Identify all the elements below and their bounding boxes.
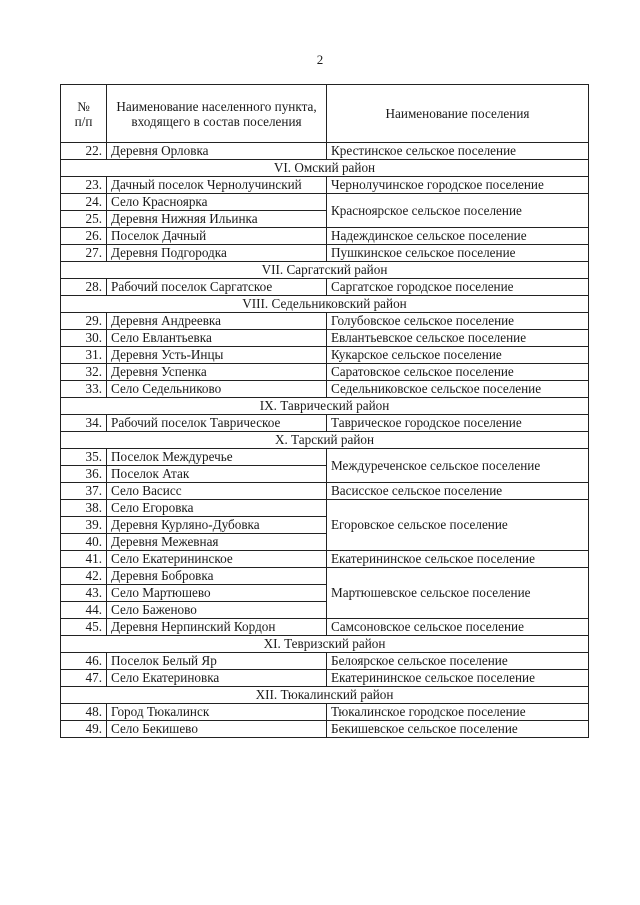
settlements-table [60, 84, 589, 738]
table-row [61, 245, 589, 262]
settlement-name: Чернолучинское городское поселение [327, 177, 589, 194]
table-row [61, 279, 589, 296]
district-label: X. Тарский район [61, 432, 589, 449]
row-number: 45. [61, 619, 107, 636]
locality-name: Поселок Междуречье [107, 449, 327, 466]
row-number: 35. [61, 449, 107, 466]
table-row [61, 500, 589, 517]
locality-name: Поселок Атак [107, 466, 327, 483]
table-row [61, 194, 589, 211]
table-row [61, 143, 589, 160]
settlement-name: Саргатское городское поселение [327, 279, 589, 296]
locality-name: Село Бекишево [107, 721, 327, 738]
table-row [61, 228, 589, 245]
settlement-name: Красноярское сельское поселение [327, 194, 589, 228]
table-row [61, 721, 589, 738]
row-number: 38. [61, 500, 107, 517]
locality-name: Деревня Межевная [107, 534, 327, 551]
row-number: 48. [61, 704, 107, 721]
header-settlement: Наименование поселения [327, 85, 589, 143]
locality-name: Дачный поселок Чернолучинский [107, 177, 327, 194]
district-label: VII. Саргатский район [61, 262, 589, 279]
locality-name: Деревня Подгородка [107, 245, 327, 262]
header-locality: Наименование населенного пункта, входящего в состав поселения [107, 85, 327, 143]
locality-name: Деревня Бобровка [107, 568, 327, 585]
table-row [61, 364, 589, 381]
locality-name: Рабочий поселок Таврическое [107, 415, 327, 432]
row-number: 40. [61, 534, 107, 551]
locality-name: Поселок Белый Яр [107, 653, 327, 670]
row-number: 39. [61, 517, 107, 534]
table-row [61, 381, 589, 398]
row-number: 25. [61, 211, 107, 228]
row-number: 32. [61, 364, 107, 381]
district-label: VIII. Седельниковский район [61, 296, 589, 313]
row-number: 23. [61, 177, 107, 194]
row-number: 29. [61, 313, 107, 330]
district-row [61, 262, 589, 279]
locality-name: Деревня Успенка [107, 364, 327, 381]
settlement-name: Надеждинское сельское поселение [327, 228, 589, 245]
row-number: 36. [61, 466, 107, 483]
settlement-name: Евлантьевское сельское поселение [327, 330, 589, 347]
locality-name: Деревня Нерпинский Кордон [107, 619, 327, 636]
row-number: 44. [61, 602, 107, 619]
table-row [61, 551, 589, 568]
table-row [61, 347, 589, 364]
header-num: № п/п [61, 85, 107, 143]
locality-name: Село Егоровка [107, 500, 327, 517]
row-number: 47. [61, 670, 107, 687]
row-number: 27. [61, 245, 107, 262]
table-row [61, 670, 589, 687]
district-row [61, 687, 589, 704]
settlement-name: Васисское сельское поселение [327, 483, 589, 500]
locality-name: Село Красноярка [107, 194, 327, 211]
table-row [61, 653, 589, 670]
district-row [61, 636, 589, 653]
locality-name: Деревня Нижняя Ильинка [107, 211, 327, 228]
row-number: 22. [61, 143, 107, 160]
settlement-name: Тюкалинское городское поселение [327, 704, 589, 721]
settlement-name: Кукарское сельское поселение [327, 347, 589, 364]
locality-name: Поселок Дачный [107, 228, 327, 245]
district-row [61, 398, 589, 415]
district-label: XII. Тюкалинский район [61, 687, 589, 704]
row-number: 31. [61, 347, 107, 364]
district-label: IX. Таврический район [61, 398, 589, 415]
locality-name: Село Мартюшево [107, 585, 327, 602]
settlement-name: Таврическое городское поселение [327, 415, 589, 432]
row-number: 24. [61, 194, 107, 211]
locality-name: Рабочий поселок Саргатское [107, 279, 327, 296]
locality-name: Село Васисс [107, 483, 327, 500]
row-number: 28. [61, 279, 107, 296]
row-number: 41. [61, 551, 107, 568]
district-label: VI. Омский район [61, 160, 589, 177]
locality-name: Село Екатерининское [107, 551, 327, 568]
locality-name: Село Седельниково [107, 381, 327, 398]
settlement-name: Пушкинское сельское поселение [327, 245, 589, 262]
table-row [61, 568, 589, 585]
table-row [61, 330, 589, 347]
table-row [61, 313, 589, 330]
district-row [61, 160, 589, 177]
locality-name: Город Тюкалинск [107, 704, 327, 721]
settlement-name: Междуреченское сельское поселение [327, 449, 589, 483]
locality-name: Деревня Орловка [107, 143, 327, 160]
settlement-name: Голубовское сельское поселение [327, 313, 589, 330]
settlement-name: Саратовское сельское поселение [327, 364, 589, 381]
table-row [61, 704, 589, 721]
locality-name: Деревня Андреевка [107, 313, 327, 330]
locality-name: Деревня Курляно-Дубовка [107, 517, 327, 534]
district-row [61, 432, 589, 449]
row-number: 34. [61, 415, 107, 432]
locality-name: Село Евлантьевка [107, 330, 327, 347]
settlement-name: Белоярское сельское поселение [327, 653, 589, 670]
locality-name: Село Баженово [107, 602, 327, 619]
page-number: 2 [316, 52, 324, 67]
row-number: 37. [61, 483, 107, 500]
district-row [61, 296, 589, 313]
settlement-name: Бекишевское сельское поселение [327, 721, 589, 738]
row-number: 33. [61, 381, 107, 398]
row-number: 46. [61, 653, 107, 670]
row-number: 43. [61, 585, 107, 602]
district-label: XI. Тевризский район [61, 636, 589, 653]
settlement-name: Седельниковское сельское поселение [327, 381, 589, 398]
table-row [61, 177, 589, 194]
settlement-name: Екатерининское сельское поселение [327, 551, 589, 568]
settlement-name: Крестинское сельское поселение [327, 143, 589, 160]
table-row [61, 483, 589, 500]
table-header-row [61, 85, 589, 143]
settlement-name: Самсоновское сельское поселение [327, 619, 589, 636]
row-number: 26. [61, 228, 107, 245]
table-row [61, 415, 589, 432]
settlement-name: Екатерининское сельское поселение [327, 670, 589, 687]
settlement-name: Мартюшевское сельское поселение [327, 568, 589, 619]
locality-name: Деревня Усть-Инцы [107, 347, 327, 364]
settlement-name: Егоровское сельское поселение [327, 500, 589, 551]
table-row [61, 619, 589, 636]
row-number: 42. [61, 568, 107, 585]
locality-name: Село Екатериновка [107, 670, 327, 687]
row-number: 30. [61, 330, 107, 347]
table-row [61, 449, 589, 466]
row-number: 49. [61, 721, 107, 738]
